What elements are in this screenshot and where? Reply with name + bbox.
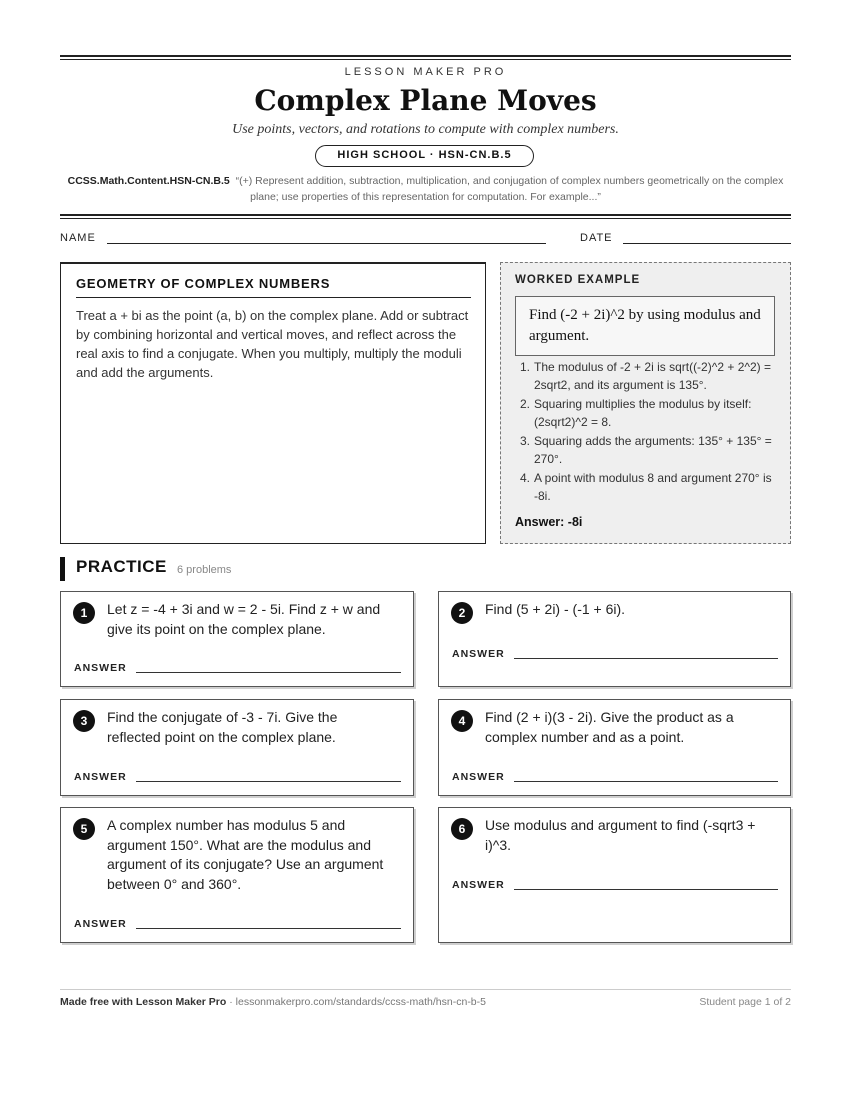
- geometry-heading: GEOMETRY OF COMPLEX NUMBERS: [76, 276, 471, 298]
- practice-heading: PRACTICE: [76, 557, 167, 576]
- worked-example-panel: [500, 262, 791, 544]
- problem-number-badge: 1: [73, 602, 95, 624]
- problem-card: [60, 807, 414, 943]
- worked-example-heading: WORKED EXAMPLE: [515, 274, 641, 286]
- step-text: A point with modulus 8 and argument 270° is -8i.: [534, 471, 772, 503]
- answer-field[interactable]: [136, 672, 401, 673]
- worked-example-answer: Answer: -8i: [515, 515, 583, 529]
- answer-label: ANSWER: [452, 879, 505, 891]
- problem-text: Find the conjugate of -3 - 7i. Give the reflected point on the complex plane.: [107, 709, 338, 745]
- date-field[interactable]: [623, 243, 791, 244]
- step-number: 4.: [520, 471, 531, 485]
- name-label: NAME: [60, 232, 96, 244]
- geometry-body: Treat a + bi as the point (a, b) on the complex plane. Add or subtract by combining horizontal and vertical moves, and reflect across the real axis to find a conjugate. When you multiply, multiply the moduli and add the arguments.: [76, 308, 469, 380]
- worked-example-step: [515, 396, 777, 431]
- top-rule: [60, 55, 791, 57]
- answer-label: ANSWER: [74, 771, 127, 783]
- problem-text: Find (5 + 2i) - (-1 + 6i).: [485, 601, 626, 617]
- problem-card: [60, 699, 414, 796]
- answer-field[interactable]: [136, 781, 401, 782]
- practice-accent-bar: [60, 557, 65, 581]
- problem-text: Find (2 + i)(3 - 2i). Give the product as a complex number and as a point.: [485, 709, 734, 745]
- step-number: 1.: [520, 360, 531, 374]
- standard-description: [60, 173, 791, 205]
- date-label: DATE: [580, 232, 613, 244]
- problem-card: [60, 591, 414, 687]
- step-text: Squaring adds the arguments: 135° + 135° = 270°.: [534, 434, 772, 466]
- step-text: Squaring multiplies the modulus by itself: (2sqrt2)^2 = 8.: [534, 397, 752, 429]
- worked-example-step: [515, 359, 777, 394]
- geometry-panel: [60, 262, 486, 544]
- problem-card: [438, 807, 791, 943]
- standard-code: CCSS.Math.Content.HSN-CN.B.5: [67, 175, 230, 187]
- header-divider-thin: [60, 218, 791, 219]
- name-field[interactable]: [107, 243, 546, 244]
- practice-count: 6 problems: [177, 564, 232, 576]
- worked-example-step: [515, 433, 777, 468]
- answer-field[interactable]: [514, 658, 778, 659]
- answer-label: ANSWER: [74, 918, 127, 930]
- problem-card: [438, 591, 791, 687]
- header-divider: [60, 214, 791, 216]
- page-subtitle: Use points, vectors, and rotations to compute with complex numbers.: [232, 122, 619, 137]
- worked-example-step: [515, 470, 777, 505]
- answer-field[interactable]: [514, 781, 778, 782]
- step-number: 3.: [520, 434, 531, 448]
- problem-number-badge: 3: [73, 710, 95, 732]
- problem-number-badge: 2: [451, 602, 473, 624]
- page-title: Complex Plane Moves: [254, 84, 597, 117]
- footer-credit: [60, 996, 486, 1008]
- footer-page-number: Student page 1 of 2: [699, 996, 791, 1008]
- answer-field[interactable]: [136, 928, 401, 929]
- standard-text: “(+) Represent addition, subtraction, multiplication, and conjugation of complex numbers geometrically on the complex plane; use properties of this representation for computation. For example...”: [235, 175, 784, 203]
- answer-field[interactable]: [514, 889, 778, 890]
- answer-label: ANSWER: [452, 771, 505, 783]
- problem-number-badge: 6: [451, 818, 473, 840]
- footer-made-with: Made free with Lesson Maker Pro: [60, 996, 227, 1008]
- problem-text: Let z = -4 + 3i and w = 2 - 5i. Find z + w and give its point on the complex plane.: [107, 601, 381, 637]
- problem-text: A complex number has modulus 5 and argument 150°. What are the modulus and argument of its conjugate? Use an argument between 0° and 360°.: [107, 817, 384, 892]
- footer-url[interactable]: · lessonmakerpro.com/standards/ccss-math/hsn-cn-b-5: [226, 996, 486, 1008]
- brand-name: LESSON MAKER PRO: [344, 66, 507, 78]
- worked-example-steps: [515, 359, 777, 507]
- problem-card: [438, 699, 791, 796]
- problem-text: Use modulus and argument to find (-sqrt3 + i)^3.: [485, 817, 756, 853]
- top-rule-thin: [60, 59, 791, 60]
- step-text: The modulus of -2 + 2i is sqrt((-2)^2 + 2^2) = 2sqrt2, and its argument is 135°.: [534, 360, 772, 392]
- problem-number-badge: 4: [451, 710, 473, 732]
- answer-label: ANSWER: [452, 648, 505, 660]
- step-number: 2.: [520, 397, 531, 411]
- footer-divider: [60, 989, 791, 990]
- problem-number-badge: 5: [73, 818, 95, 840]
- answer-label: ANSWER: [74, 662, 127, 674]
- grade-standard-pill: HIGH SCHOOL · HSN-CN.B.5: [315, 145, 534, 167]
- worked-example-prompt: Find (-2 + 2i)^2 by using modulus and argument.: [515, 296, 775, 356]
